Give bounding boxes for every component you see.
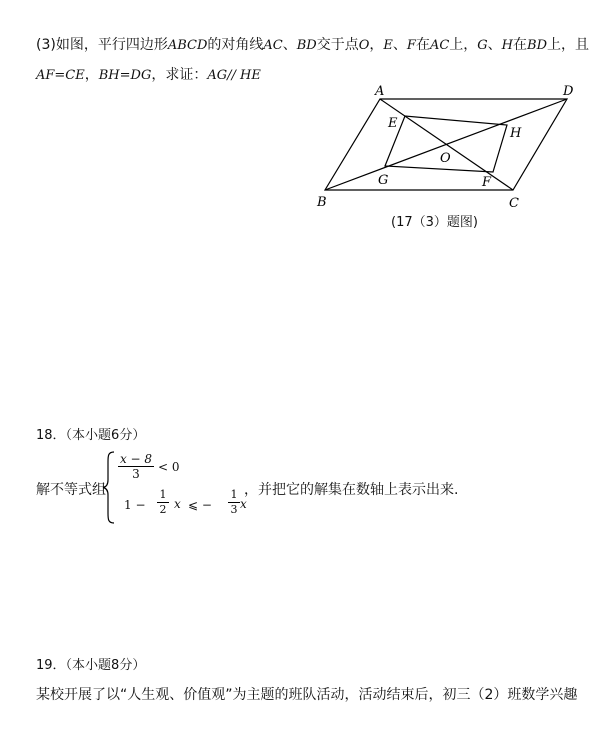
point-E: E — [388, 116, 398, 131]
q19-text: 某校开展了以“人生观、价值观”为主题的班队活动，活动结束后，初三（2）班数学兴趣 — [36, 687, 578, 703]
point-B: B — [317, 195, 327, 210]
q18-header: 18．（本小题6分） — [36, 428, 146, 443]
ineq1-relation: < 0 — [158, 460, 180, 474]
ineq1-fraction — [118, 452, 154, 482]
ineq2-relation: ⩽ − — [188, 498, 212, 512]
point-A: A — [375, 84, 385, 99]
point-D: D — [563, 84, 574, 99]
ineq1-numerator: x − 8 — [119, 452, 153, 466]
q17-line2: AF=CE，BH=DG，求证：AG// HE — [36, 67, 261, 83]
point-F: F — [482, 175, 492, 190]
point-G: G — [378, 173, 389, 188]
q19-header: 19．（本小题8分） — [36, 658, 146, 673]
system-brace — [102, 450, 116, 525]
ineq2-fraction-third: 1 3 — [228, 488, 240, 517]
point-H: H — [510, 126, 522, 141]
diagonal-bd — [325, 99, 567, 190]
ineq1-denominator: 3 — [118, 466, 154, 482]
q18-tail: ，并把它的解集在数轴上表示出来. — [244, 482, 459, 498]
ineq2-x2: x — [240, 497, 247, 511]
point-C: C — [509, 196, 519, 211]
q17-label: (3) — [36, 37, 56, 53]
q18-lead: 解不等式组 — [36, 482, 106, 498]
parallelogram-figure — [0, 0, 616, 240]
q17-line1: (3)如图，平行四边形ABCD的对角线AC、BD交于点O，E、F在AC上，G、H在BD上，且 — [36, 37, 589, 53]
figure-caption: (17（3）题图) — [391, 215, 478, 230]
ineq2-fraction-half: 1 2 — [157, 488, 169, 517]
ineq2-x: x — [174, 497, 181, 511]
ineq2-lhs: 1 − — [124, 498, 146, 512]
point-O: O — [440, 151, 451, 166]
